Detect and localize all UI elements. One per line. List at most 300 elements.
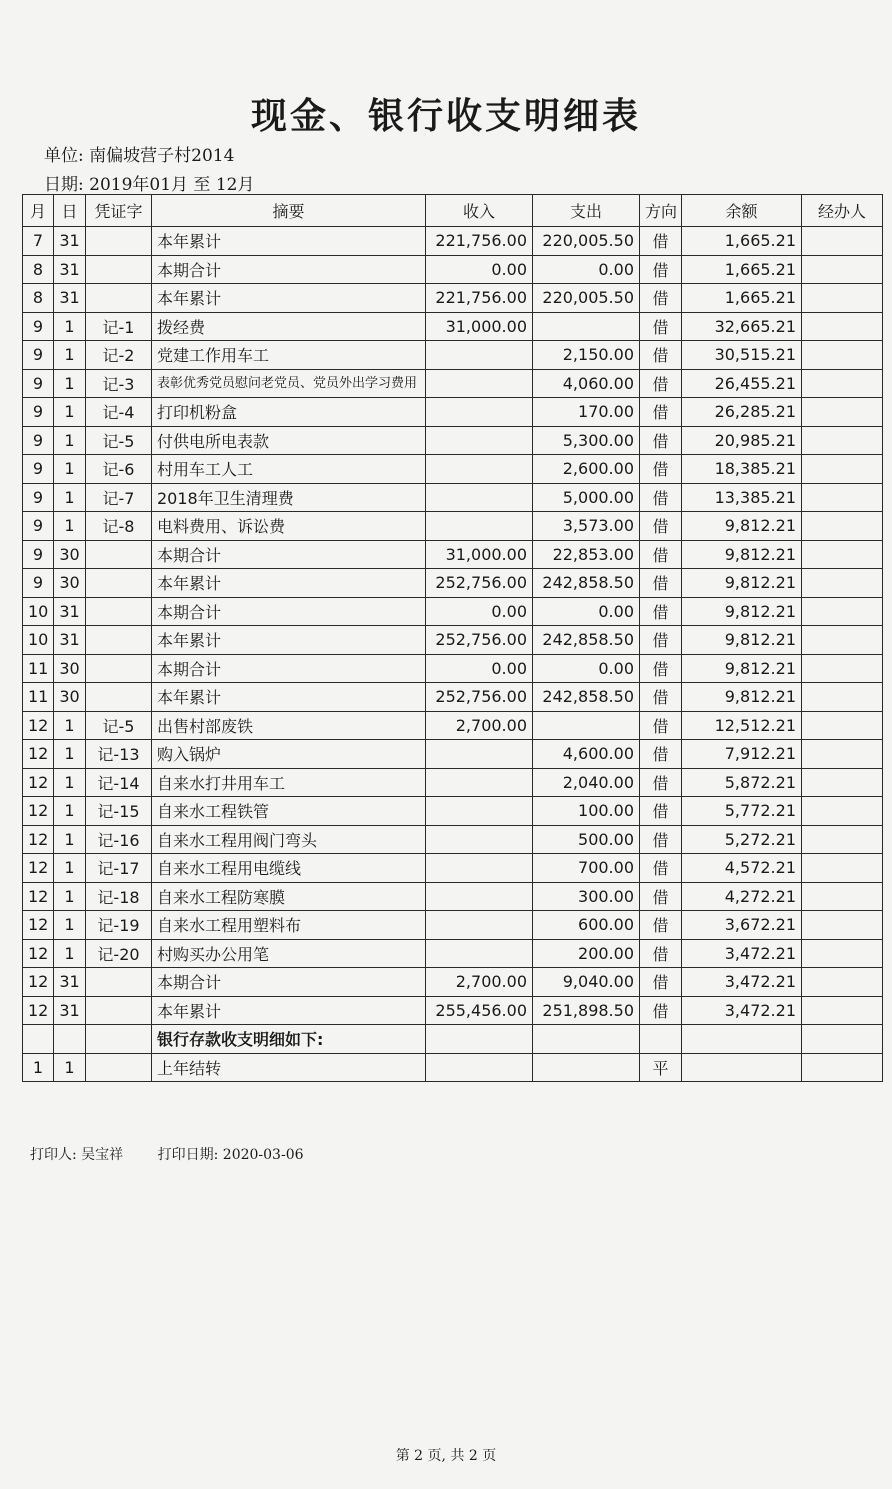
cell-income: 0.00 — [426, 255, 533, 284]
cell-balance: 3,472.21 — [682, 968, 802, 997]
cell-month: 10 — [23, 626, 54, 655]
cell-summary: 打印机粉盒 — [152, 398, 426, 427]
cell-income — [426, 455, 533, 484]
cell-month: 9 — [23, 341, 54, 370]
cell-expense — [533, 1025, 640, 1054]
cell-direction: 借 — [640, 597, 682, 626]
cell-handler — [802, 227, 883, 256]
cell-handler — [802, 996, 883, 1025]
cell-day: 31 — [54, 968, 86, 997]
cell-balance: 4,272.21 — [682, 882, 802, 911]
cell-direction: 借 — [640, 882, 682, 911]
cell-month: 1 — [23, 1053, 54, 1082]
cell-day: 1 — [54, 369, 86, 398]
table-row — [23, 455, 883, 484]
cell-expense — [533, 1053, 640, 1082]
cell-expense: 2,150.00 — [533, 341, 640, 370]
cell-direction: 借 — [640, 939, 682, 968]
table-row — [23, 426, 883, 455]
cell-day: 30 — [54, 540, 86, 569]
table-row — [23, 540, 883, 569]
cell-handler — [802, 797, 883, 826]
cell-handler — [802, 683, 883, 712]
cell-expense: 9,040.00 — [533, 968, 640, 997]
cell-balance: 3,672.21 — [682, 911, 802, 940]
cell-voucher: 记-8 — [86, 512, 152, 541]
cell-income: 0.00 — [426, 654, 533, 683]
cell-handler — [802, 939, 883, 968]
cell-summary: 表彰优秀党员慰问老党员、党员外出学习费用 — [152, 369, 426, 398]
cell-direction: 借 — [640, 227, 682, 256]
cell-month: 12 — [23, 882, 54, 911]
cell-month: 12 — [23, 968, 54, 997]
cell-day: 1 — [54, 882, 86, 911]
page-title: 现金、银行收支明细表 — [250, 95, 641, 137]
cell-direction: 借 — [640, 540, 682, 569]
cell-expense: 242,858.50 — [533, 683, 640, 712]
cell-handler — [802, 284, 883, 313]
footer — [30, 1144, 334, 1164]
cell-handler — [802, 626, 883, 655]
cell-summary: 银行存款收支明细如下: — [152, 1025, 426, 1054]
col-header-month: 月 — [23, 195, 54, 227]
cell-month: 11 — [23, 654, 54, 683]
cell-direction — [640, 1025, 682, 1054]
cell-expense: 2,040.00 — [533, 768, 640, 797]
cell-balance: 9,812.21 — [682, 540, 802, 569]
cell-voucher — [86, 255, 152, 284]
cell-expense: 22,853.00 — [533, 540, 640, 569]
cell-handler — [802, 255, 883, 284]
cell-month: 12 — [23, 797, 54, 826]
cell-day: 1 — [54, 483, 86, 512]
cell-summary: 本年累计 — [152, 683, 426, 712]
cell-month: 12 — [23, 825, 54, 854]
printer-name: 打印人: 吴宝祥 — [30, 1147, 124, 1163]
page-number: 第 2 页, 共 2 页 — [395, 1448, 497, 1464]
cell-month: 11 — [23, 683, 54, 712]
cell-summary: 本期合计 — [152, 255, 426, 284]
cell-month — [23, 1025, 54, 1054]
cell-summary: 电料费用、诉讼费 — [152, 512, 426, 541]
table-row — [23, 1025, 883, 1054]
cell-summary: 自来水工程用阀门弯头 — [152, 825, 426, 854]
table-row — [23, 312, 883, 341]
cell-direction: 借 — [640, 483, 682, 512]
cell-month: 9 — [23, 455, 54, 484]
table-row — [23, 284, 883, 313]
table-row — [23, 911, 883, 940]
cell-expense: 170.00 — [533, 398, 640, 427]
cell-voucher — [86, 227, 152, 256]
cell-income: 221,756.00 — [426, 284, 533, 313]
cell-day: 1 — [54, 797, 86, 826]
cell-day: 30 — [54, 569, 86, 598]
cell-month: 12 — [23, 740, 54, 769]
cell-voucher: 记-19 — [86, 911, 152, 940]
cell-summary: 村用车工人工 — [152, 455, 426, 484]
cell-month: 8 — [23, 255, 54, 284]
cell-balance — [682, 1025, 802, 1054]
cell-direction: 借 — [640, 854, 682, 883]
cell-expense: 242,858.50 — [533, 626, 640, 655]
cell-balance: 1,665.21 — [682, 255, 802, 284]
table-row — [23, 597, 883, 626]
cell-month: 9 — [23, 483, 54, 512]
cell-expense: 5,300.00 — [533, 426, 640, 455]
cell-income: 2,700.00 — [426, 711, 533, 740]
cell-income — [426, 426, 533, 455]
cell-expense: 4,600.00 — [533, 740, 640, 769]
cell-summary: 本年累计 — [152, 284, 426, 313]
cell-month: 12 — [23, 911, 54, 940]
cell-voucher: 记-17 — [86, 854, 152, 883]
cell-income — [426, 768, 533, 797]
cell-voucher: 记-13 — [86, 740, 152, 769]
cell-summary: 上年结转 — [152, 1053, 426, 1082]
cell-day: 1 — [54, 740, 86, 769]
cell-expense: 5,000.00 — [533, 483, 640, 512]
cell-summary: 本期合计 — [152, 540, 426, 569]
cell-balance: 18,385.21 — [682, 455, 802, 484]
table-row — [23, 398, 883, 427]
cell-summary: 本年累计 — [152, 996, 426, 1025]
table-row — [23, 711, 883, 740]
cell-expense: 0.00 — [533, 654, 640, 683]
cell-expense: 242,858.50 — [533, 569, 640, 598]
table-row — [23, 369, 883, 398]
cell-month: 9 — [23, 426, 54, 455]
cell-handler — [802, 825, 883, 854]
cell-handler — [802, 711, 883, 740]
cell-income: 252,756.00 — [426, 569, 533, 598]
cell-direction: 借 — [640, 512, 682, 541]
cell-income: 252,756.00 — [426, 626, 533, 655]
cell-income: 0.00 — [426, 597, 533, 626]
cell-income — [426, 483, 533, 512]
cell-day: 1 — [54, 341, 86, 370]
cell-direction: 平 — [640, 1053, 682, 1082]
col-header-day: 日 — [54, 195, 86, 227]
cell-day: 30 — [54, 683, 86, 712]
cell-voucher: 记-5 — [86, 426, 152, 455]
cell-day: 1 — [54, 711, 86, 740]
table-row — [23, 882, 883, 911]
cell-direction: 借 — [640, 711, 682, 740]
cell-income — [426, 1053, 533, 1082]
cell-day: 31 — [54, 227, 86, 256]
cell-voucher — [86, 569, 152, 598]
col-header-direction: 方向 — [640, 195, 682, 227]
cell-handler — [802, 483, 883, 512]
col-header-handler: 经办人 — [802, 195, 883, 227]
cell-income: 252,756.00 — [426, 683, 533, 712]
cell-direction: 借 — [640, 341, 682, 370]
cell-voucher: 记-3 — [86, 369, 152, 398]
cell-expense: 100.00 — [533, 797, 640, 826]
cell-day: 1 — [54, 398, 86, 427]
cell-day — [54, 1025, 86, 1054]
cell-day: 31 — [54, 626, 86, 655]
cell-summary: 自来水工程用电缆线 — [152, 854, 426, 883]
cell-direction: 借 — [640, 398, 682, 427]
cell-balance: 13,385.21 — [682, 483, 802, 512]
cell-income: 2,700.00 — [426, 968, 533, 997]
cell-day: 1 — [54, 911, 86, 940]
print-date: 打印日期: 2020-03-06 — [157, 1147, 304, 1163]
cell-balance: 9,812.21 — [682, 683, 802, 712]
cell-voucher: 记-4 — [86, 398, 152, 427]
col-header-summary: 摘要 — [152, 195, 426, 227]
cell-month: 9 — [23, 398, 54, 427]
cell-voucher — [86, 968, 152, 997]
cell-handler — [802, 1025, 883, 1054]
table-row — [23, 483, 883, 512]
cell-balance: 9,812.21 — [682, 569, 802, 598]
cell-voucher: 记-18 — [86, 882, 152, 911]
cell-income: 255,456.00 — [426, 996, 533, 1025]
cell-voucher: 记-5 — [86, 711, 152, 740]
cell-month: 12 — [23, 711, 54, 740]
col-header-voucher: 凭证字 — [86, 195, 152, 227]
cell-summary: 购入锅炉 — [152, 740, 426, 769]
table-row — [23, 1053, 883, 1082]
date-range-line: 日期: 2019年01月 至 12月 — [44, 175, 255, 195]
cell-month: 12 — [23, 768, 54, 797]
cell-direction: 借 — [640, 911, 682, 940]
cell-summary: 自来水工程铁管 — [152, 797, 426, 826]
cell-summary: 自来水打井用车工 — [152, 768, 426, 797]
cell-direction: 借 — [640, 426, 682, 455]
cell-expense — [533, 711, 640, 740]
cell-voucher: 记-2 — [86, 341, 152, 370]
cell-voucher — [86, 626, 152, 655]
cell-day: 31 — [54, 996, 86, 1025]
cell-handler — [802, 597, 883, 626]
cell-direction: 借 — [640, 683, 682, 712]
table-row — [23, 825, 883, 854]
table-row — [23, 768, 883, 797]
cell-handler — [802, 540, 883, 569]
col-header-income: 收入 — [426, 195, 533, 227]
ledger-body — [23, 227, 883, 1082]
cell-income — [426, 512, 533, 541]
cell-balance: 5,272.21 — [682, 825, 802, 854]
table-row — [23, 626, 883, 655]
header-row — [23, 195, 883, 227]
cell-day: 1 — [54, 1053, 86, 1082]
cell-summary: 本期合计 — [152, 654, 426, 683]
cell-balance: 9,812.21 — [682, 512, 802, 541]
cell-handler — [802, 369, 883, 398]
cell-income — [426, 398, 533, 427]
ledger-table — [22, 194, 883, 1082]
cell-balance: 9,812.21 — [682, 654, 802, 683]
cell-day: 31 — [54, 597, 86, 626]
cell-balance: 1,665.21 — [682, 284, 802, 313]
cell-month: 9 — [23, 569, 54, 598]
cell-day: 1 — [54, 939, 86, 968]
cell-voucher — [86, 996, 152, 1025]
cell-voucher — [86, 597, 152, 626]
cell-day: 31 — [54, 284, 86, 313]
cell-balance: 5,772.21 — [682, 797, 802, 826]
cell-month: 12 — [23, 996, 54, 1025]
col-header-expense: 支出 — [533, 195, 640, 227]
cell-balance: 26,285.21 — [682, 398, 802, 427]
cell-handler — [802, 1053, 883, 1082]
cell-handler — [802, 654, 883, 683]
table-row — [23, 939, 883, 968]
cell-voucher: 记-6 — [86, 455, 152, 484]
cell-summary: 本年累计 — [152, 626, 426, 655]
cell-balance: 3,472.21 — [682, 939, 802, 968]
cell-direction: 借 — [640, 369, 682, 398]
cell-handler — [802, 740, 883, 769]
cell-handler — [802, 768, 883, 797]
cell-month: 12 — [23, 854, 54, 883]
cell-balance: 32,665.21 — [682, 312, 802, 341]
cell-income — [426, 911, 533, 940]
col-header-balance: 余额 — [682, 195, 802, 227]
cell-month: 9 — [23, 369, 54, 398]
cell-handler — [802, 312, 883, 341]
unit-line: 单位: 南偏坡营子村2014 — [44, 146, 235, 166]
table-row — [23, 996, 883, 1025]
cell-expense: 2,600.00 — [533, 455, 640, 484]
table-row — [23, 854, 883, 883]
cell-direction: 借 — [640, 654, 682, 683]
table-row — [23, 683, 883, 712]
cell-income — [426, 369, 533, 398]
cell-summary: 本期合计 — [152, 597, 426, 626]
cell-summary: 党建工作用车工 — [152, 341, 426, 370]
cell-voucher — [86, 540, 152, 569]
cell-balance: 3,472.21 — [682, 996, 802, 1025]
cell-balance: 20,985.21 — [682, 426, 802, 455]
cell-income — [426, 740, 533, 769]
cell-voucher — [86, 1053, 152, 1082]
cell-income — [426, 854, 533, 883]
cell-income: 31,000.00 — [426, 540, 533, 569]
cell-voucher: 记-20 — [86, 939, 152, 968]
cell-direction: 借 — [640, 968, 682, 997]
cell-balance: 1,665.21 — [682, 227, 802, 256]
cell-day: 30 — [54, 654, 86, 683]
cell-direction: 借 — [640, 740, 682, 769]
cell-expense: 600.00 — [533, 911, 640, 940]
cell-summary: 村购买办公用笔 — [152, 939, 426, 968]
cell-expense: 200.00 — [533, 939, 640, 968]
cell-voucher: 记-15 — [86, 797, 152, 826]
cell-month: 12 — [23, 939, 54, 968]
cell-voucher — [86, 683, 152, 712]
cell-expense: 500.00 — [533, 825, 640, 854]
cell-voucher: 记-16 — [86, 825, 152, 854]
cell-income: 221,756.00 — [426, 227, 533, 256]
cell-income — [426, 939, 533, 968]
table-row — [23, 255, 883, 284]
cell-summary: 拨经费 — [152, 312, 426, 341]
cell-income — [426, 882, 533, 911]
cell-day: 1 — [54, 854, 86, 883]
cell-balance: 5,872.21 — [682, 768, 802, 797]
cell-month: 9 — [23, 312, 54, 341]
cell-direction: 借 — [640, 626, 682, 655]
cell-income — [426, 797, 533, 826]
cell-direction: 借 — [640, 996, 682, 1025]
cell-direction: 借 — [640, 312, 682, 341]
cell-income: 31,000.00 — [426, 312, 533, 341]
cell-expense: 0.00 — [533, 255, 640, 284]
cell-day: 31 — [54, 255, 86, 284]
cell-balance: 7,912.21 — [682, 740, 802, 769]
cell-handler — [802, 968, 883, 997]
cell-handler — [802, 426, 883, 455]
cell-handler — [802, 911, 883, 940]
cell-handler — [802, 341, 883, 370]
cell-balance: 12,512.21 — [682, 711, 802, 740]
cell-expense: 300.00 — [533, 882, 640, 911]
table-row — [23, 654, 883, 683]
cell-voucher — [86, 654, 152, 683]
cell-summary: 2018年卫生清理费 — [152, 483, 426, 512]
cell-day: 1 — [54, 455, 86, 484]
cell-balance: 4,572.21 — [682, 854, 802, 883]
cell-direction: 借 — [640, 284, 682, 313]
cell-direction: 借 — [640, 797, 682, 826]
cell-handler — [802, 882, 883, 911]
cell-voucher — [86, 284, 152, 313]
cell-day: 1 — [54, 512, 86, 541]
cell-day: 1 — [54, 768, 86, 797]
cell-summary: 本年累计 — [152, 569, 426, 598]
table-row — [23, 569, 883, 598]
cell-summary: 自来水工程防寒膜 — [152, 882, 426, 911]
cell-voucher: 记-7 — [86, 483, 152, 512]
table-row — [23, 512, 883, 541]
cell-summary: 出售村部废铁 — [152, 711, 426, 740]
cell-expense: 700.00 — [533, 854, 640, 883]
cell-expense: 4,060.00 — [533, 369, 640, 398]
cell-summary: 自来水工程用塑料布 — [152, 911, 426, 940]
cell-voucher: 记-14 — [86, 768, 152, 797]
cell-summary: 本年累计 — [152, 227, 426, 256]
cell-summary: 付供电所电表款 — [152, 426, 426, 455]
cell-handler — [802, 569, 883, 598]
cell-month: 7 — [23, 227, 54, 256]
cell-direction: 借 — [640, 825, 682, 854]
table-row — [23, 341, 883, 370]
cell-expense: 0.00 — [533, 597, 640, 626]
cell-income — [426, 825, 533, 854]
cell-balance — [682, 1053, 802, 1082]
cell-expense: 220,005.50 — [533, 227, 640, 256]
cell-day: 1 — [54, 312, 86, 341]
cell-handler — [802, 512, 883, 541]
cell-expense: 251,898.50 — [533, 996, 640, 1025]
cell-handler — [802, 398, 883, 427]
cell-expense: 220,005.50 — [533, 284, 640, 313]
cell-month: 10 — [23, 597, 54, 626]
cell-balance: 9,812.21 — [682, 626, 802, 655]
cell-month: 9 — [23, 512, 54, 541]
table-row — [23, 968, 883, 997]
table-row — [23, 227, 883, 256]
cell-expense: 3,573.00 — [533, 512, 640, 541]
cell-direction: 借 — [640, 569, 682, 598]
cell-balance: 26,455.21 — [682, 369, 802, 398]
